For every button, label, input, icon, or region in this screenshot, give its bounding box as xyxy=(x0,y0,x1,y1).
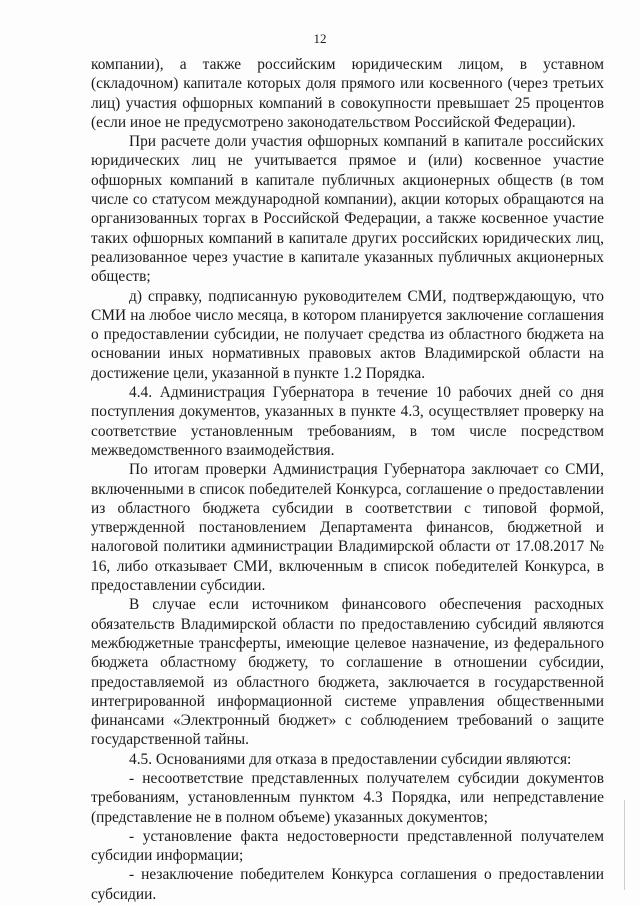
paragraph-agreement: По итогам проверки Администрация Губернатора заключает со СМИ, включенными в список победителей Конкурса, соглашение о предоставлении из областного бюджета субсидии в соответствии с типовой формой, утвержденной постановлением Департамента финансов, бюджетной и налоговой политики администрации Владимирской области от 17.08.2017 № 16, либо отказывает СМИ, включенным в список победителей Конкурса, в предоставлении субсидии. xyxy=(91,461,604,595)
list-item-nonconformity: - несоответствие представленных получателем субсидии документов требованиям, установленным пунктом 4.3 Порядка, или непредставление (представление не в полном объеме) указанных документов; xyxy=(91,769,604,826)
paragraph-4-5-heading: 4.5. Основаниями для отказа в предоставлении субсидии являются: xyxy=(129,750,572,768)
paragraph-interbudget-transfers: В случае если источником финансового обеспечения расходных обязательств Владимирской области по предоставлению субсидий являются межбюджетные трансферты, имеющие целевое назначение, из федерального бюджета областному бюджету, то соглашение в отношении субсидии, предоставляемой из областного бюджета, заключается в государственной интегрированной информационной системе управления общественными финансами «Электронный бюджет» с соблюдением требований о защите государственной тайны. xyxy=(91,596,604,749)
paragraph-4-4: 4.4. Администрация Губернатора в течение 10 рабочих дней со дня поступления документов, указанных в пункте 4.3, осуществляет проверку на соответствие установленным требованиям, в том числе посредством межведомственного взаимодействия. xyxy=(91,384,604,459)
paragraph-offshore-companies: компании), а также российским юридическим лицом, в уставном (складочном) капитале которых доля прямого или косвенного (через третьих лиц) участия офшорных компаний в совокупности превышает 25 процентов (если иное не предусмотрено законодательством Российской Федерации). xyxy=(91,56,604,131)
paragraph-offshore-share-calculation: При расчете доли участия офшорных компаний в капитале российских юридических лиц не учитывается прямое и (или) косвенное участие офшорных компаний в капитале публичных акционерных обществ (в том числе со статусом международной компании), акции которых обращаются на организованных торгах в Российской Федерации, а также косвенное участие таких офшорных компаний в капитале других российских юридических лиц, реализованное через участие в капитале указанных публичных акционерных обществ; xyxy=(91,133,604,286)
scan-edge-mark xyxy=(624,800,625,890)
list-item-no-agreement: - незаключение победителем Конкурса соглашения о предоставлении субсидии. xyxy=(91,866,604,903)
paragraph-certificate-d: д) справку, подписанную руководителем СМИ, подтверждающую, что СМИ на любое число месяца, в котором планируется заключение соглашения о предоставлении субсидии, не получает средства из областного бюджета на основании иных нормативных правовых актов Владимирской области на достижение цели, указанной в пункте 1.2 Порядка. xyxy=(91,287,604,382)
document-body xyxy=(91,55,604,904)
list-item-inaccuracy: - установление факта недостоверности представленной получателем субсидии информации; xyxy=(91,827,604,865)
page-number: 12 xyxy=(313,31,327,46)
